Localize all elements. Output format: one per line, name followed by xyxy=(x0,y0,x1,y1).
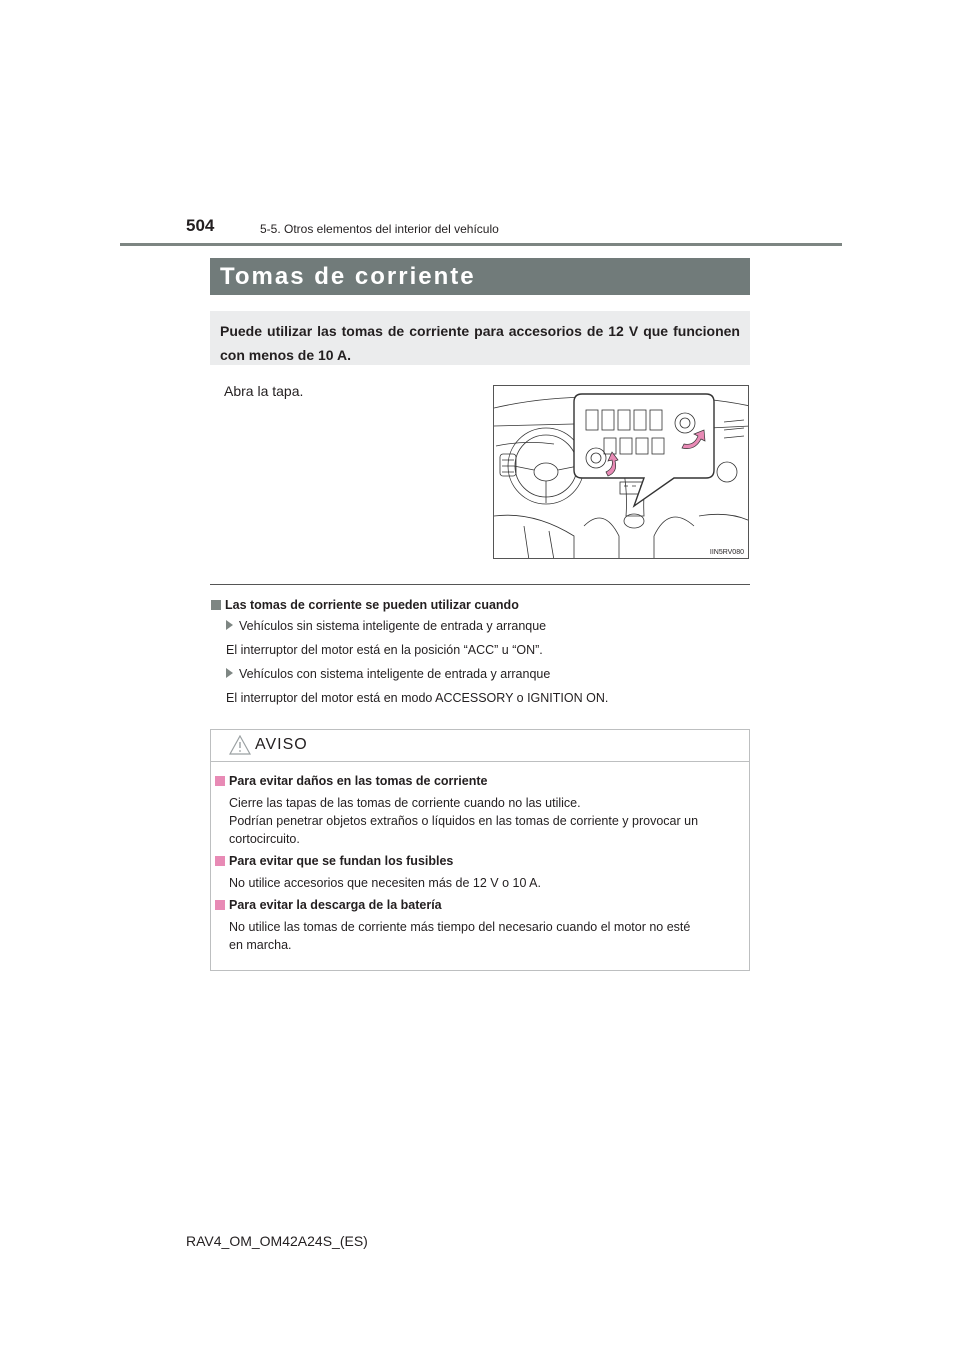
warning-box xyxy=(210,729,750,971)
square-bullet xyxy=(215,900,225,910)
warning-item-line: No utilice accesorios que necesiten más de 12 V o 10 A. xyxy=(229,876,541,890)
usage-heading xyxy=(211,598,519,612)
figure-illustration xyxy=(493,385,749,559)
warning-item-line: Cierre las tapas de las tomas de corriente cuando no las utilice. xyxy=(229,796,581,810)
warning-item-heading xyxy=(215,772,487,790)
page-number: 504 xyxy=(186,216,215,235)
usage-item-label-text: Vehículos sin sistema inteligente de entrada y arranque xyxy=(239,619,547,633)
usage-item-text: El interruptor del motor está en modo ACCESSORY o IGNITION ON. xyxy=(226,691,609,705)
usage-item-label-text: Vehículos con sistema inteligente de entrada y arranque xyxy=(239,667,551,681)
warning-item-line: cortocircuito. xyxy=(229,832,300,846)
warning-title: AVISO xyxy=(255,736,308,753)
usage-item-text: El interruptor del motor está en la posición “ACC” u “ON”. xyxy=(226,643,543,657)
warning-header xyxy=(211,730,749,762)
warning-triangle-icon xyxy=(229,735,251,755)
intro-box: Puede utilizar las tomas de corriente para accesorios de 12 V que funcionen con menos de 10 A. xyxy=(210,311,750,365)
warning-item-line: Podrían penetrar objetos extraños o líquidos en las tomas de corriente y provocar un xyxy=(229,814,699,828)
page-title: Tomas de corriente xyxy=(210,258,750,295)
triangle-bullet-icon xyxy=(226,668,233,678)
header-rule xyxy=(120,243,842,246)
running-head: 5-5. Otros elementos del interior del vehículo xyxy=(260,222,499,236)
usage-heading-text: Las tomas de corriente se pueden utilizar cuando xyxy=(225,598,519,612)
warning-item-heading-text: Para evitar daños en las tomas de corriente xyxy=(229,774,488,788)
figure-code: IIN5RV080 xyxy=(709,549,744,556)
square-bullet xyxy=(211,600,221,610)
separator-rule xyxy=(210,584,750,585)
warning-item-line: No utilice las tomas de corriente más tiempo del necesario cuando el motor no esté xyxy=(229,920,691,934)
warning-item-heading xyxy=(215,852,453,870)
step-text: Abra la tapa. xyxy=(224,383,304,399)
usage-item-label xyxy=(226,667,550,681)
usage-item-label xyxy=(226,619,546,633)
warning-item-line: en marcha. xyxy=(229,938,292,952)
footer-code: RAV4_OM_OM42A24S_(ES) xyxy=(186,1233,368,1249)
triangle-bullet-icon xyxy=(226,620,233,630)
warning-item-heading-text: Para evitar que se fundan los fusibles xyxy=(229,854,454,868)
square-bullet xyxy=(215,856,225,866)
warning-item-heading-text: Para evitar la descarga de la batería xyxy=(229,898,442,912)
square-bullet xyxy=(215,776,225,786)
dashboard-drawing xyxy=(494,386,749,559)
warning-item-heading xyxy=(215,896,442,914)
